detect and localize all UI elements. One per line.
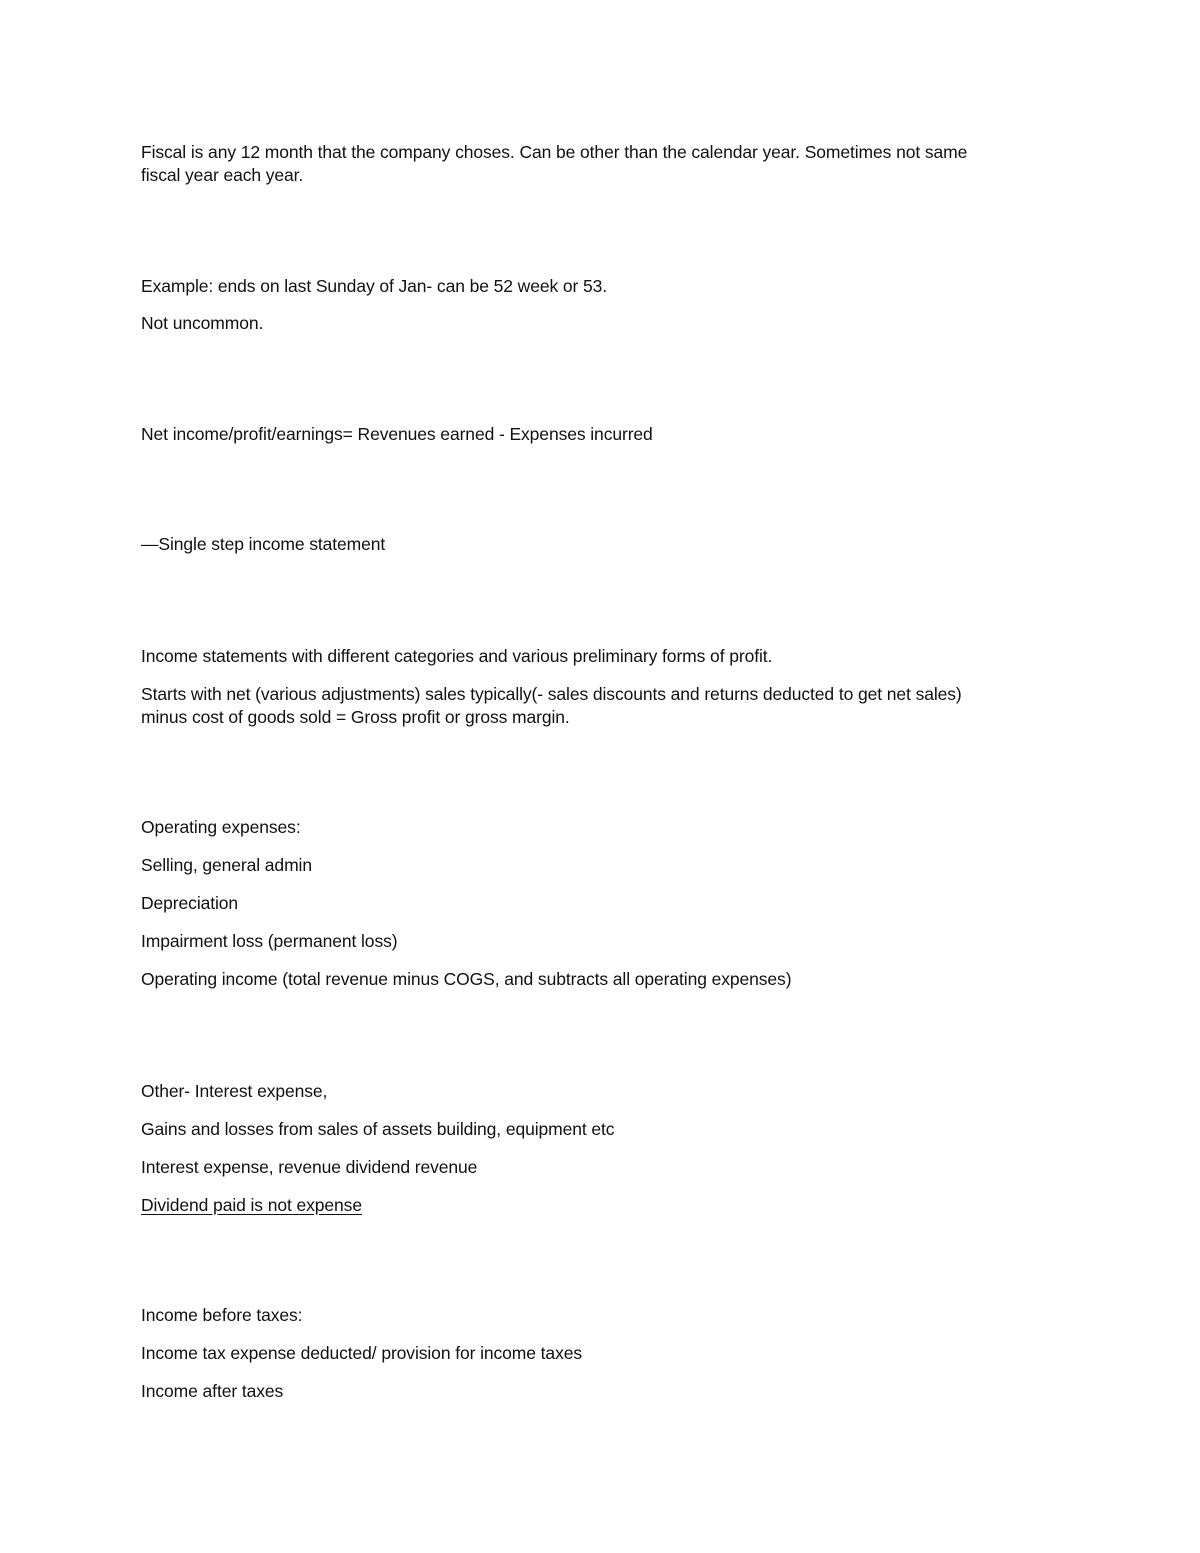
paragraph-income-before-taxes: Income before taxes: xyxy=(141,1305,303,1325)
paragraph-income-after-taxes: Income after taxes xyxy=(141,1381,284,1401)
paragraph-net-income: Net income/profit/earnings= Revenues earned - Expenses incurred xyxy=(141,424,653,444)
paragraph-other-interest: Other- Interest expense, xyxy=(141,1081,328,1101)
paragraph-dividend-note: Dividend paid is not expense xyxy=(141,1195,362,1215)
paragraph-interest-expense-revenue: Interest expense, revenue dividend revenue xyxy=(141,1157,478,1177)
paragraph-depreciation: Depreciation xyxy=(141,893,239,913)
paragraph-operating-income: Operating income (total revenue minus COGS, and subtracts all operating expenses) xyxy=(141,969,792,989)
paragraph-example: Example: ends on last Sunday of Jan- can be 52 week or 53. xyxy=(141,276,608,296)
paragraph-operating-expenses: Operating expenses: xyxy=(141,817,301,837)
paragraph-single-step: —Single step income statement xyxy=(141,534,386,554)
paragraph-fiscal-line-2: fiscal year each year. xyxy=(141,165,304,185)
paragraph-starts-line-2: minus cost of goods sold = Gross profit or gross margin. xyxy=(141,707,570,727)
paragraph-selling-general-admin: Selling, general admin xyxy=(141,855,312,875)
paragraph-not-uncommon: Not uncommon. xyxy=(141,313,264,333)
paragraph-gains-losses: Gains and losses from sales of assets building, equipment etc xyxy=(141,1119,615,1139)
paragraph-impairment-loss: Impairment loss (permanent loss) xyxy=(141,931,398,951)
paragraph-fiscal-line-1: Fiscal is any 12 month that the company choses. Can be other than the calendar year. Sometimes not same xyxy=(141,142,968,162)
paragraph-income-tax-expense: Income tax expense deducted/ provision for income taxes xyxy=(141,1343,582,1363)
paragraph-income-statements: Income statements with different categories and various preliminary forms of profit. xyxy=(141,646,773,666)
paragraph-starts-line-1: Starts with net (various adjustments) sales typically(- sales discounts and returns deducted to get net sales) xyxy=(141,684,962,704)
